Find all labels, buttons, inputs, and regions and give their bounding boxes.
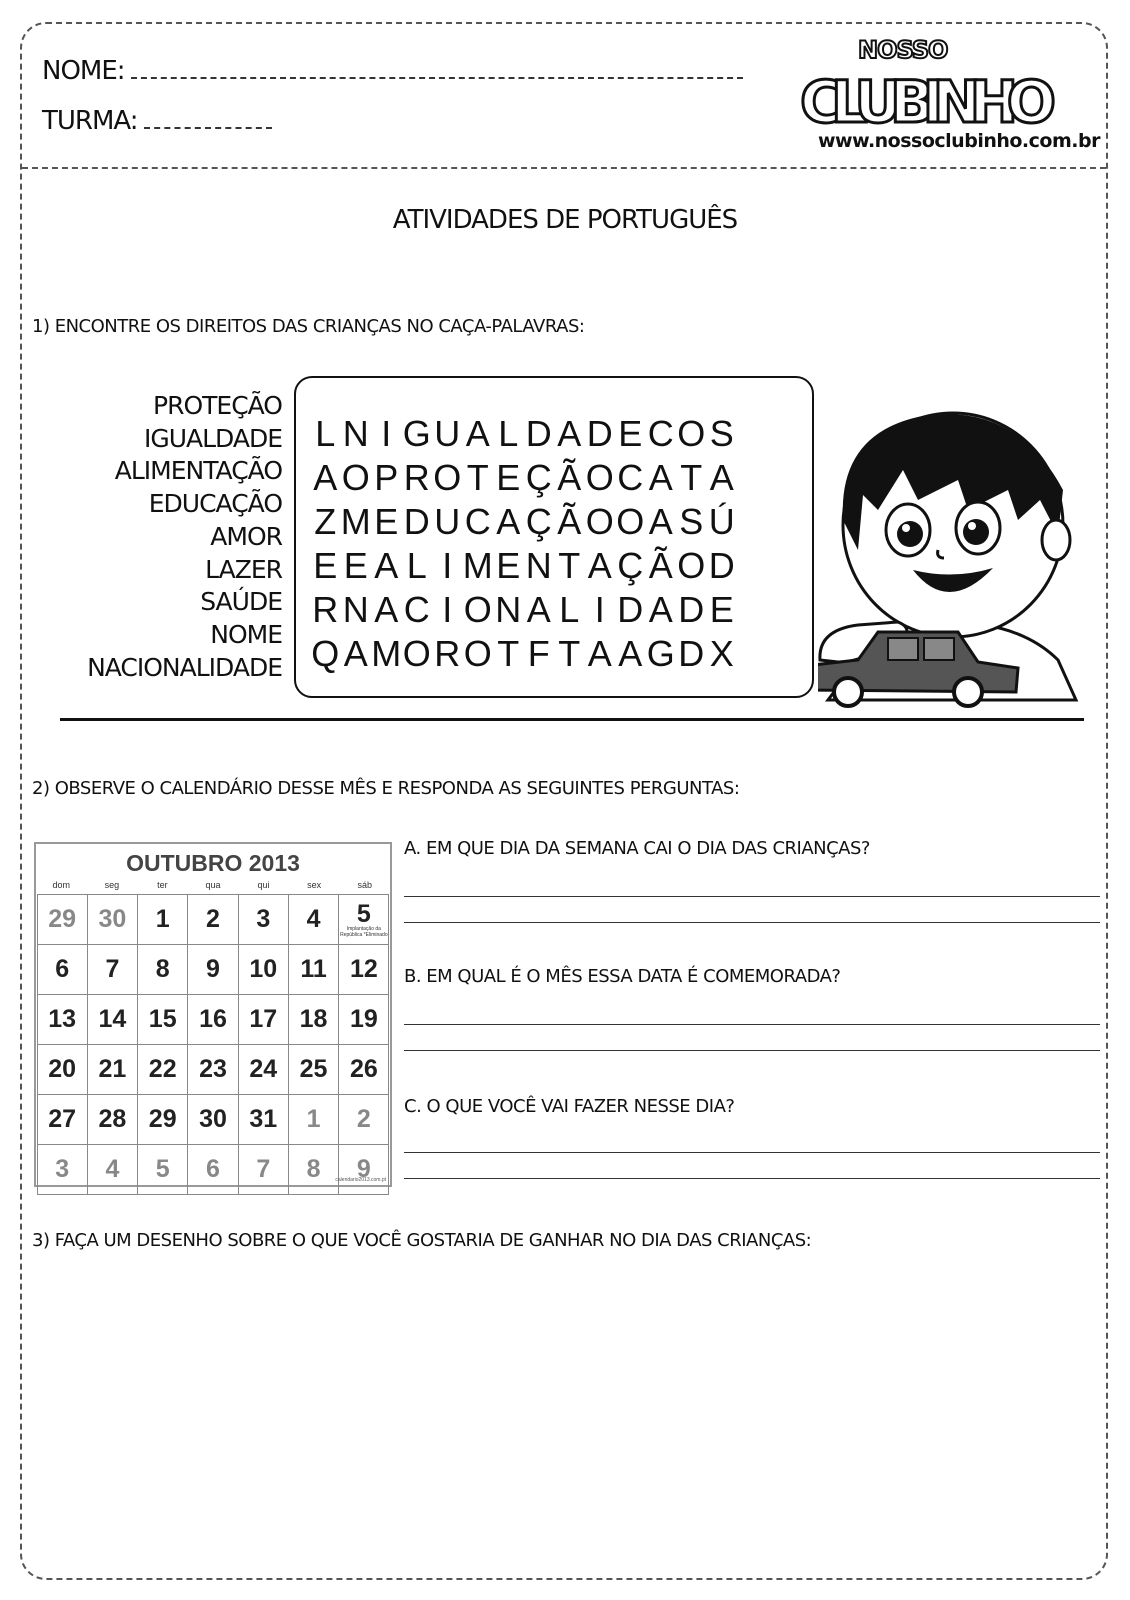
grid-letter[interactable]: N	[342, 413, 369, 454]
calendar-weekday: ter	[157, 880, 168, 890]
grid-letter[interactable]: O	[463, 589, 492, 630]
grid-letter[interactable]: T	[680, 457, 703, 498]
name-field[interactable]	[42, 56, 743, 86]
grid-letter[interactable]: Ç	[617, 545, 644, 586]
calendar-day	[137, 1144, 188, 1195]
calendar-day	[238, 1144, 289, 1195]
grid-letter[interactable]: F	[527, 633, 550, 674]
calendar-day	[87, 1044, 138, 1095]
calendar-day-number: 12	[349, 954, 378, 983]
calendar-day-number: 8	[306, 1154, 321, 1183]
grid-letter[interactable]: A	[587, 633, 612, 674]
word-list-item: ALIMENTAÇÃO	[114, 456, 282, 486]
calendar-day-number: 7	[105, 954, 120, 983]
calendar-day-number: 14	[98, 1004, 127, 1033]
word-list-item: EDUCAÇÃO	[148, 489, 282, 519]
grid-letter[interactable]: O	[616, 501, 645, 542]
question-3-prompt: 3) FAÇA UM DESENHO SOBRE O QUE VOCÊ GOSTARIA DE GANHAR NO DIA DAS CRIANÇAS:	[32, 1230, 812, 1251]
calendar-day	[187, 944, 238, 995]
calendar-day-number: 5	[356, 899, 371, 928]
calendar-day-number: 10	[249, 954, 278, 983]
calendar-day	[288, 944, 339, 995]
grid-letter[interactable]: G	[646, 633, 675, 674]
section-1-baseline	[60, 718, 1084, 721]
calendar-weekdays	[36, 880, 390, 890]
question-2c: C. O QUE VOCÊ VAI FAZER NESSE DIA?	[404, 1096, 735, 1117]
word-search-grid[interactable]	[310, 412, 737, 676]
calendar-day-number: 9	[206, 954, 220, 983]
calendar-day	[87, 1144, 138, 1195]
calendar-day	[288, 1144, 339, 1195]
calendar-day-number: 21	[98, 1054, 127, 1083]
calendar-day-number: 22	[148, 1054, 177, 1083]
calendar-day	[37, 944, 88, 995]
grid-letter[interactable]: N	[342, 589, 369, 630]
calendar-day-number: 2	[206, 904, 220, 933]
grid-letter[interactable]: N	[495, 589, 522, 630]
calendar-day	[137, 894, 188, 945]
calendar-day	[238, 944, 289, 995]
calendar-day-number: 3	[256, 904, 271, 933]
grid-letter[interactable]: Ú	[708, 501, 735, 542]
grid-letter[interactable]: A	[313, 457, 338, 498]
answer-line-2c-1[interactable]	[404, 1152, 1100, 1153]
calendar-holiday-note: Implantação da República *Eliminado	[340, 925, 388, 938]
calendar-day	[288, 894, 339, 945]
grid-letter[interactable]: E	[374, 501, 399, 542]
question-1-prompt: 1) ENCONTRE OS DIREITOS DAS CRIANÇAS NO CAÇA-PALAVRAS:	[32, 316, 585, 337]
word-list-item: NOME	[210, 619, 282, 649]
grid-letter[interactable]: Z	[314, 501, 337, 542]
calendar-day-number: 23	[199, 1054, 227, 1083]
grid-letter[interactable]: O	[463, 633, 492, 674]
calendar-day-number: 6	[55, 954, 70, 983]
grid-letter[interactable]: C	[403, 589, 430, 630]
grid-letter[interactable]: T	[558, 633, 581, 674]
calendar-weekday: qui	[257, 880, 270, 890]
grid-letter[interactable]: T	[558, 545, 581, 586]
calendar-day	[187, 894, 238, 945]
calendar-day-number: 27	[48, 1104, 77, 1133]
calendar-weekday: qua	[205, 880, 221, 890]
calendar-day-number: 7	[256, 1154, 271, 1183]
grid-letter[interactable]: P	[374, 457, 399, 498]
grid-letter[interactable]: A	[648, 457, 673, 498]
calendar-day-number: 26	[349, 1054, 378, 1083]
grid-letter[interactable]: A	[709, 457, 734, 498]
boy-with-toy-car-illustration	[818, 400, 1088, 720]
calendar-day-number: 6	[206, 1154, 220, 1183]
calendar-day	[187, 1044, 238, 1095]
grid-letter[interactable]: D	[678, 633, 705, 674]
question-2b: B. EM QUAL É O MÊS ESSA DATA É COMEMORADA?	[404, 966, 841, 987]
name-blank[interactable]	[131, 77, 743, 79]
calendar-day-number: 2	[356, 1104, 371, 1133]
grid-letter[interactable]: U	[434, 501, 461, 542]
header-divider	[22, 167, 1106, 169]
calendar-day-number: 20	[48, 1054, 77, 1083]
drawing-area[interactable]	[30, 1270, 1090, 1560]
grid-letter[interactable]: A	[648, 589, 673, 630]
word-list-item: IGUALDADE	[143, 423, 282, 453]
grid-letter[interactable]: O	[677, 545, 706, 586]
calendar-day	[238, 1044, 289, 1095]
grid-letter[interactable]: D	[617, 589, 644, 630]
question-2a: A. EM QUE DIA DA SEMANA CAI O DIA DAS CRIANÇAS?	[404, 838, 870, 859]
calendar-day-number: 3	[55, 1154, 70, 1183]
class-field[interactable]	[42, 106, 272, 136]
name-label: NOME:	[42, 56, 125, 86]
calendar-day-number: 4	[306, 904, 321, 933]
grid-letter[interactable]: S	[679, 501, 704, 542]
grid-letter[interactable]: A	[465, 413, 490, 454]
calendar-day	[87, 994, 138, 1045]
calendar-day	[37, 894, 88, 945]
grid-letter[interactable]: M	[340, 501, 371, 542]
grid-letter[interactable]: A	[648, 501, 673, 542]
grid-letter[interactable]: R	[312, 589, 339, 630]
calendar-credit: calendario2013.com.pt	[335, 1177, 386, 1183]
calendar-day	[338, 944, 389, 995]
grid-letter[interactable]: D	[678, 589, 705, 630]
grid-letter[interactable]: U	[434, 413, 461, 454]
grid-letter[interactable]: L	[406, 545, 427, 586]
grid-letter[interactable]: T	[466, 457, 489, 498]
calendar-day-number: 1	[155, 904, 170, 933]
grid-letter[interactable]: Ã	[557, 501, 582, 542]
logo-main-text: CLUBINHO	[800, 68, 1052, 136]
grid-letter[interactable]: L	[315, 413, 336, 454]
grid-letter[interactable]: I	[594, 589, 605, 630]
calendar-weekday: seg	[104, 880, 120, 890]
grid-letter[interactable]: O	[402, 633, 431, 674]
calendar-day-number: 16	[199, 1004, 227, 1033]
calendar-day	[187, 994, 238, 1045]
grid-letter[interactable]: D	[586, 413, 613, 454]
grid-letter[interactable]: C	[647, 413, 674, 454]
grid-letter[interactable]: E	[618, 413, 643, 454]
calendar-day	[137, 944, 188, 995]
calendar-day-number: 11	[300, 954, 327, 983]
calendar-day-number: 29	[48, 904, 77, 933]
calendar-day-number: 28	[98, 1104, 127, 1133]
grid-letter[interactable]: E	[496, 457, 521, 498]
grid-letter[interactable]: E	[343, 545, 368, 586]
calendar-weekday: sáb	[357, 880, 372, 890]
calendar-day-number: 8	[155, 954, 170, 983]
calendar-day	[238, 894, 289, 945]
grid-letter[interactable]: O	[433, 457, 462, 498]
grid-letter[interactable]: Ã	[557, 457, 582, 498]
answer-line-2b-2[interactable]	[404, 1050, 1100, 1051]
grid-letter[interactable]: C	[617, 457, 644, 498]
grid-letter[interactable]: D	[708, 545, 735, 586]
calendar-day	[238, 994, 289, 1045]
grid-letter[interactable]: Ç	[525, 501, 552, 542]
word-list-item: PROTEÇÃO	[153, 391, 282, 420]
calendar-day	[187, 1094, 238, 1145]
calendar-day	[187, 1144, 238, 1195]
answer-line-2c-2[interactable]	[404, 1178, 1100, 1179]
calendar-day-number: 29	[148, 1104, 177, 1133]
calendar-day-number: 4	[105, 1154, 120, 1183]
calendar-day	[338, 894, 389, 945]
word-list	[40, 390, 282, 684]
calendar-day	[37, 994, 88, 1045]
calendar-day	[338, 1144, 389, 1195]
calendar-day-number: 25	[299, 1054, 328, 1083]
calendar-day	[238, 1094, 289, 1145]
grid-letter[interactable]: A	[374, 589, 399, 630]
grid-letter[interactable]: L	[559, 589, 580, 630]
grid-letter[interactable]: A	[343, 633, 368, 674]
grid-letter[interactable]: Ç	[525, 457, 552, 498]
grid-letter[interactable]: A	[374, 545, 399, 586]
calendar-day	[37, 1094, 88, 1145]
grid-letter[interactable]: M	[371, 633, 402, 674]
grid-letter[interactable]: O	[677, 413, 706, 454]
calendar-day	[288, 1094, 339, 1145]
calendar-day	[87, 1094, 138, 1145]
calendar-day-number: 1	[306, 1104, 321, 1133]
grid-letter[interactable]: O	[585, 457, 614, 498]
grid-letter[interactable]: S	[709, 413, 734, 454]
calendar-day	[87, 944, 138, 995]
grid-letter[interactable]: E	[313, 545, 338, 586]
grid-letter[interactable]: A	[526, 589, 551, 630]
grid-letter[interactable]: D	[403, 501, 430, 542]
grid-letter[interactable]: Ã	[648, 545, 673, 586]
question-2-prompt: 2) OBSERVE O CALENDÁRIO DESSE MÊS E RESPONDA AS SEGUINTES PERGUNTAS:	[32, 778, 740, 799]
calendar-day	[37, 1144, 88, 1195]
grid-letter[interactable]: X	[709, 633, 734, 674]
class-label: TURMA:	[42, 106, 138, 136]
grid-letter[interactable]: A	[587, 545, 612, 586]
grid-letter[interactable]: O	[585, 501, 614, 542]
grid-letter[interactable]: A	[557, 413, 582, 454]
calendar-day	[137, 994, 188, 1045]
class-blank[interactable]	[144, 127, 272, 129]
website-url: www.nossoclubinho.com.br	[818, 130, 1100, 152]
grid-letter[interactable]: M	[462, 545, 493, 586]
calendar-day	[37, 1044, 88, 1095]
grid-letter[interactable]: L	[498, 413, 519, 454]
calendar-day-number: 19	[349, 1004, 378, 1033]
grid-letter[interactable]: A	[496, 501, 521, 542]
grid-letter[interactable]: E	[496, 545, 521, 586]
answer-line-2b-1[interactable]	[404, 1024, 1100, 1025]
calendar-day-number: 30	[199, 1104, 227, 1133]
calendar-day-number: 5	[155, 1154, 170, 1183]
word-list-item: LAZER	[205, 554, 282, 584]
grid-letter[interactable]: I	[442, 589, 453, 630]
logo-top-text: NOSSO	[858, 36, 948, 64]
calendar-day-number: 31	[249, 1104, 278, 1133]
calendar-day-number: 15	[148, 1004, 177, 1033]
grid-letter[interactable]: A	[618, 633, 643, 674]
grid-letter[interactable]: N	[525, 545, 552, 586]
calendar-weekday: sex	[307, 880, 322, 890]
grid-letter[interactable]: E	[709, 589, 734, 630]
grid-letter[interactable]: R	[403, 457, 430, 498]
grid-letter[interactable]: C	[464, 501, 491, 542]
grid-letter[interactable]: D	[525, 413, 552, 454]
word-list-item: SAÚDE	[200, 587, 282, 617]
answer-line-2a-1[interactable]	[404, 896, 1100, 897]
calendar	[34, 842, 392, 1187]
grid-letter[interactable]: Q	[311, 633, 340, 674]
calendar-day	[288, 994, 339, 1045]
calendar-day-number: 18	[299, 1004, 328, 1033]
calendar-grid	[37, 894, 389, 1194]
grid-letter[interactable]: T	[497, 633, 520, 674]
calendar-day	[288, 1044, 339, 1095]
calendar-title: OUTUBRO 2013	[126, 850, 300, 876]
calendar-day-number: 30	[98, 904, 127, 933]
calendar-day-number: 17	[249, 1004, 278, 1033]
calendar-weekday: dom	[52, 880, 71, 890]
calendar-day-number: 13	[48, 1004, 77, 1033]
answer-line-2a-2[interactable]	[404, 922, 1100, 923]
grid-letter[interactable]: R	[434, 633, 461, 674]
calendar-day	[338, 994, 389, 1045]
word-list-item: NACIONALIDADE	[87, 652, 282, 682]
calendar-day-number: 9	[356, 1154, 371, 1183]
calendar-day	[137, 1044, 188, 1095]
grid-letter[interactable]: I	[442, 545, 453, 586]
grid-letter[interactable]: G	[402, 413, 431, 454]
calendar-day	[137, 1094, 188, 1145]
calendar-day	[87, 894, 138, 945]
calendar-day-number: 24	[249, 1054, 278, 1083]
page-title: ATIVIDADES DE PORTUGUÊS	[392, 205, 738, 235]
calendar-day	[338, 1044, 389, 1095]
grid-letter[interactable]: O	[341, 457, 370, 498]
word-list-item: AMOR	[210, 521, 282, 551]
calendar-day	[338, 1094, 389, 1145]
grid-letter[interactable]: I	[381, 413, 392, 454]
